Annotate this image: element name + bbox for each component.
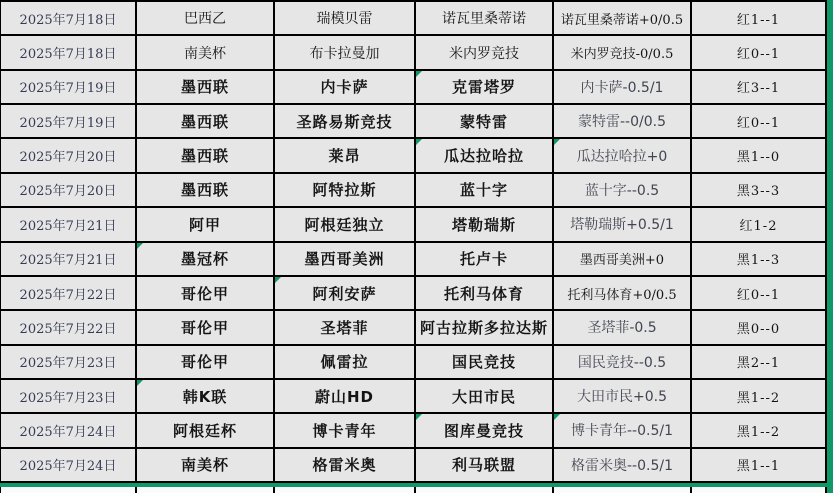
team-b-text: 蓝十字 (459, 181, 508, 200)
error-indicator-icon (416, 414, 422, 420)
team-b-text: 托卢卡 (459, 250, 508, 269)
cell-handicap[interactable] (554, 414, 692, 448)
cell-result[interactable] (692, 346, 827, 380)
handicap-text: 塔勒瑞斯+0.5/1 (570, 217, 674, 234)
team-a-text: 莱昂 (328, 147, 361, 166)
cell-date[interactable] (1, 139, 137, 173)
team-b-text: 利马联盟 (451, 456, 516, 475)
handicap-text: 大田市民+0.5 (577, 389, 667, 406)
cell-team-a[interactable] (275, 105, 416, 139)
team-a-text: 内卡萨 (320, 78, 369, 97)
cell-team-b[interactable] (416, 449, 554, 483)
league-text: 哥伦甲 (180, 353, 229, 372)
cell-result[interactable] (692, 277, 827, 311)
date-text: 2025年7月22日 (19, 287, 117, 303)
result-text: 黑1--0 (736, 150, 781, 166)
cell-handicap[interactable] (554, 71, 692, 105)
error-indicator-icon (137, 243, 143, 249)
team-a-text: 圣路易斯竞技 (296, 112, 393, 131)
cell-team-b[interactable] (416, 105, 554, 139)
cell-team-b[interactable] (416, 277, 554, 311)
cell-league[interactable] (137, 105, 275, 139)
cell-date[interactable] (1, 346, 137, 380)
cell-handicap[interactable] (554, 105, 692, 139)
cell-league[interactable] (137, 2, 275, 36)
team-b-text: 瓜达拉哈拉 (443, 147, 524, 166)
cell-league[interactable] (137, 139, 275, 173)
team-a-text: 博卡青年 (312, 421, 377, 440)
handicap-text: 内卡萨-0.5/1 (580, 79, 664, 96)
cell-date[interactable] (1, 208, 137, 242)
league-text: 墨西联 (180, 181, 229, 200)
handicap-text: 瓜达拉哈拉+0 (576, 148, 668, 165)
selection-border-right (827, 0, 833, 493)
handicap-text: 米内罗竞技-0/0.5 (570, 47, 674, 63)
error-indicator-icon (137, 380, 143, 386)
partial-row-cell (554, 487, 692, 493)
team-b-text: 塔勒瑞斯 (451, 215, 516, 234)
cell-team-b[interactable] (416, 2, 554, 36)
cell-result[interactable] (692, 380, 827, 414)
team-a-text: 蔚山HD (314, 387, 374, 406)
cell-team-a[interactable] (275, 139, 416, 173)
cell-team-a[interactable] (275, 36, 416, 70)
cell-handicap[interactable] (554, 139, 692, 173)
cell-team-b[interactable] (416, 311, 554, 345)
league-text: 墨西联 (180, 112, 229, 131)
cell-handicap[interactable] (554, 36, 692, 70)
cell-team-b[interactable] (416, 174, 554, 208)
error-indicator-icon (416, 139, 422, 145)
cell-league[interactable] (137, 449, 275, 483)
handicap-text: 墨西哥美洲+0 (579, 253, 665, 269)
team-a-text: 格雷米奥 (312, 456, 377, 475)
league-text: 南美杯 (180, 456, 229, 475)
date-text: 2025年7月23日 (19, 390, 117, 406)
cell-team-b[interactable] (416, 139, 554, 173)
league-text: 巴西乙 (184, 11, 226, 28)
date-text: 2025年7月19日 (19, 115, 117, 131)
result-text: 黑1--3 (736, 253, 781, 269)
date-text: 2025年7月23日 (19, 356, 117, 372)
handicap-text: 国民竞技--0.5 (577, 354, 667, 371)
cell-team-b[interactable] (416, 71, 554, 105)
league-text: 哥伦甲 (180, 284, 229, 303)
cell-league[interactable] (137, 346, 275, 380)
cell-team-a[interactable] (275, 414, 416, 448)
handicap-text: 博卡青年--0.5/1 (571, 423, 673, 440)
cell-handicap[interactable] (554, 174, 692, 208)
team-b-text: 托利马体育 (443, 284, 524, 303)
cell-team-a[interactable] (275, 71, 416, 105)
cell-league[interactable] (137, 208, 275, 242)
cell-team-a[interactable] (275, 174, 416, 208)
cell-date[interactable] (1, 449, 137, 483)
league-text: 墨西联 (180, 147, 229, 166)
cell-team-a[interactable] (275, 311, 416, 345)
cell-handicap[interactable] (554, 2, 692, 36)
cell-result[interactable] (692, 311, 827, 345)
league-text: 韩K联 (182, 387, 228, 406)
team-a-text: 瑞模贝雷 (316, 11, 373, 28)
cell-result[interactable] (692, 71, 827, 105)
cell-result[interactable] (692, 105, 827, 139)
cell-team-a[interactable] (275, 208, 416, 242)
cell-date[interactable] (1, 2, 137, 36)
cell-result[interactable] (692, 139, 827, 173)
cell-league[interactable] (137, 36, 275, 70)
error-indicator-icon (554, 414, 560, 420)
team-b-text: 国民竞技 (451, 353, 516, 372)
partial-row-cell (692, 487, 827, 493)
cell-date[interactable] (1, 380, 137, 414)
cell-handicap[interactable] (554, 277, 692, 311)
cell-handicap[interactable] (554, 449, 692, 483)
league-text: 南美杯 (184, 45, 226, 62)
result-text: 黑1--1 (736, 459, 781, 475)
cell-league[interactable] (137, 414, 275, 448)
partial-row-cell (416, 487, 554, 493)
cell-result[interactable] (692, 449, 827, 483)
cell-league[interactable] (137, 311, 275, 345)
team-b-text: 大田市民 (451, 387, 516, 406)
cell-league[interactable] (137, 277, 275, 311)
result-text: 黑1--2 (736, 390, 781, 406)
cell-date[interactable] (1, 243, 137, 277)
date-text: 2025年7月20日 (19, 150, 117, 166)
cell-team-a[interactable] (275, 2, 416, 36)
result-text: 黑1--2 (736, 424, 781, 440)
cell-handicap[interactable] (554, 380, 692, 414)
cell-result[interactable] (692, 243, 827, 277)
cell-result[interactable] (692, 36, 827, 70)
cell-handicap[interactable] (554, 243, 692, 277)
cell-team-a[interactable] (275, 449, 416, 483)
result-text: 红1--1 (736, 12, 781, 28)
cell-date[interactable] (1, 71, 137, 105)
cell-date[interactable] (1, 311, 137, 345)
cell-date[interactable] (1, 36, 137, 70)
date-text: 2025年7月24日 (19, 424, 117, 440)
team-b-text: 阿古拉斯多拉达斯 (419, 318, 548, 337)
cell-date[interactable] (1, 277, 137, 311)
cell-team-b[interactable] (416, 414, 554, 448)
cell-result[interactable] (692, 208, 827, 242)
date-text: 2025年7月18日 (19, 47, 117, 63)
league-text: 哥伦甲 (180, 318, 229, 337)
team-a-text: 阿特拉斯 (312, 181, 377, 200)
date-text: 2025年7月21日 (19, 253, 117, 269)
cell-team-b[interactable] (416, 208, 554, 242)
cell-handicap[interactable] (554, 208, 692, 242)
team-a-text: 阿利安萨 (312, 284, 377, 303)
partial-row-cell (275, 487, 416, 493)
team-b-text: 克雷塔罗 (451, 78, 516, 97)
handicap-text: 蒙特雷--0/0.5 (578, 114, 666, 131)
cell-team-b[interactable] (416, 243, 554, 277)
cell-league[interactable] (137, 174, 275, 208)
result-text: 红0--1 (736, 47, 781, 63)
team-b-text: 米内罗竞技 (449, 45, 519, 62)
team-b-text: 诺瓦里桑蒂诺 (442, 11, 526, 28)
cell-result[interactable] (692, 174, 827, 208)
date-text: 2025年7月24日 (19, 459, 117, 475)
league-text: 墨西联 (180, 78, 229, 97)
handicap-text: 格雷米奥--0.5/1 (571, 457, 673, 474)
cell-team-a[interactable] (275, 277, 416, 311)
team-b-text: 蒙特雷 (459, 112, 508, 131)
handicap-text: 托利马体育+0/0.5 (567, 287, 677, 303)
result-text: 红0--1 (736, 115, 781, 131)
team-b-text: 图库曼竞技 (443, 421, 524, 440)
result-text: 红3--1 (736, 81, 781, 97)
cell-handicap[interactable] (554, 311, 692, 345)
cell-date[interactable] (1, 414, 137, 448)
cell-team-b[interactable] (416, 380, 554, 414)
date-text: 2025年7月19日 (19, 81, 117, 97)
cell-league[interactable] (137, 380, 275, 414)
league-text: 阿根廷杯 (172, 421, 237, 440)
partial-row-cell (1, 487, 137, 493)
cell-team-a[interactable] (275, 243, 416, 277)
handicap-text: 蓝十字--0.5 (584, 182, 660, 199)
team-a-text: 圣塔菲 (320, 318, 369, 337)
error-indicator-icon (416, 71, 422, 77)
cell-team-b[interactable] (416, 346, 554, 380)
cell-result[interactable] (692, 414, 827, 448)
date-text: 2025年7月20日 (19, 184, 117, 200)
cell-date[interactable] (1, 174, 137, 208)
date-text: 2025年7月22日 (19, 321, 117, 337)
partial-next-row (0, 487, 827, 493)
cell-date[interactable] (1, 105, 137, 139)
date-text: 2025年7月18日 (19, 12, 117, 28)
cell-league[interactable] (137, 243, 275, 277)
league-text: 墨冠杯 (180, 250, 229, 269)
cell-handicap[interactable] (554, 346, 692, 380)
team-a-text: 阿根廷独立 (304, 215, 385, 234)
handicap-text: 圣塔菲-0.5 (587, 320, 657, 337)
error-indicator-icon (554, 139, 560, 145)
result-text: 红0--1 (736, 287, 781, 303)
league-text: 阿甲 (188, 215, 221, 234)
team-a-text: 布卡拉曼加 (309, 45, 380, 62)
cell-league[interactable] (137, 71, 275, 105)
cell-team-a[interactable] (275, 380, 416, 414)
cell-result[interactable] (692, 2, 827, 36)
cell-team-a[interactable] (275, 346, 416, 380)
team-a-text: 墨西哥美洲 (304, 250, 385, 269)
result-text: 黑3--3 (736, 184, 781, 200)
cell-team-b[interactable] (416, 36, 554, 70)
handicap-text: 诺瓦里桑蒂诺+0/0.5 (560, 12, 684, 28)
partial-row-cell (137, 487, 275, 493)
team-a-text: 佩雷拉 (320, 353, 369, 372)
result-text: 红1-2 (739, 218, 778, 234)
error-indicator-icon (275, 277, 281, 283)
date-text: 2025年7月21日 (19, 218, 117, 234)
result-text: 黑2--1 (736, 356, 781, 372)
result-text: 黑0--0 (736, 321, 781, 337)
